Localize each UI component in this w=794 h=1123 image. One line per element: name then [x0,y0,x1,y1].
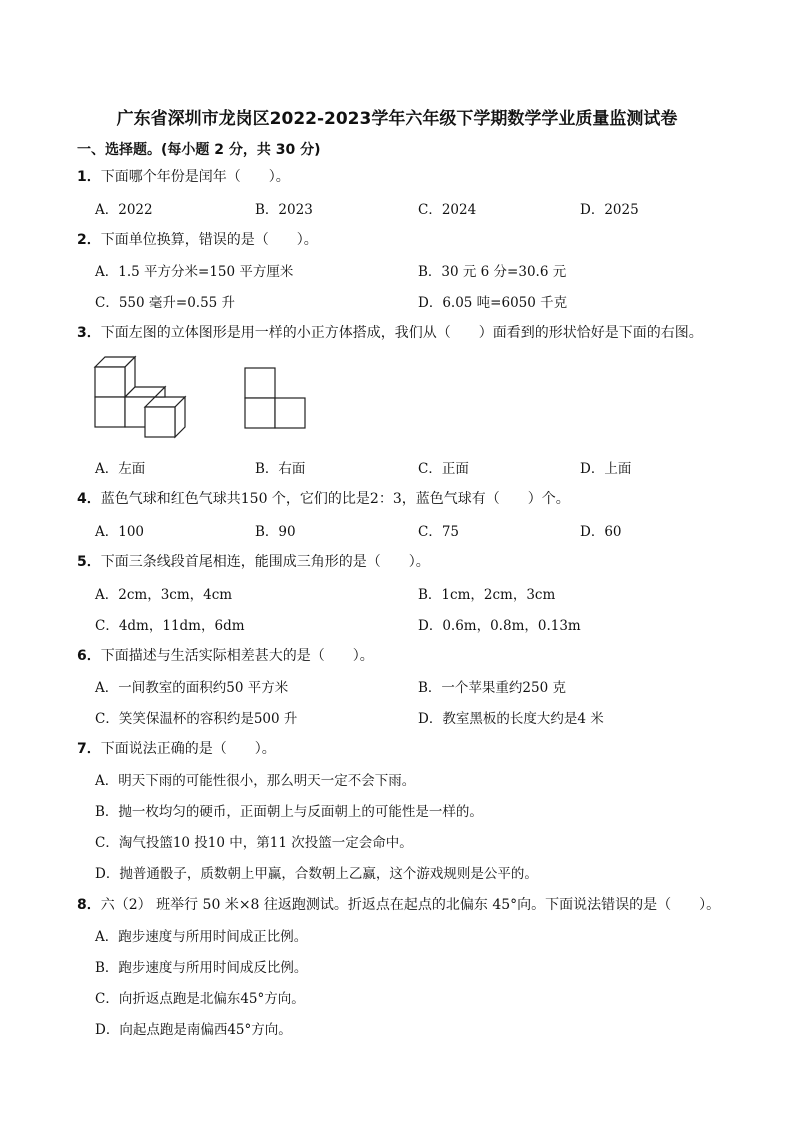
question-8 [77,894,720,914]
option-b: B．1cm，2cm，3cm [418,587,556,603]
question-text: 下面描述与生活实际相差甚大的是（ ）。 [100,648,374,664]
option-c: C．2024 [418,202,477,218]
question-3 [77,322,703,342]
cube-solid-figure [90,352,210,442]
section-heading: 一、选择题。(每小题 2 分，共 30 分) [77,142,321,158]
question-number: 8． [77,897,101,913]
option-a: A．一间教室的面积约50 平方米 [95,680,289,696]
question-text: 下面单位换算，错误的是（ ）。 [100,232,318,248]
option-a: A．2cm，3cm，4cm [95,587,233,603]
option-c: C．淘气投篮10 投10 中，第11 次投篮一定会命中。 [95,835,413,851]
option-d: D．上面 [580,461,632,477]
option-a: A．左面 [95,461,146,477]
option-d: D．教室黑板的长度大约是4 米 [418,711,604,727]
option-b: B．抛一枚均匀的硬币，正面朝上与反面朝上的可能性是一样的。 [95,804,483,820]
option-c: C．75 [418,524,460,540]
exam-title: 广东省深圳市龙岗区2022-2023学年六年级下学期数学学业质量监测试卷 [116,109,678,129]
option-c: C．笑笑保温杯的容积约是500 升 [95,711,298,727]
question-number: 1． [77,169,101,185]
option-b: B．90 [255,524,296,540]
option-c: C．正面 [418,461,469,477]
option-d: D．60 [580,524,622,540]
question-number: 6． [77,648,101,664]
question-text: 下面说法正确的是（ ）。 [100,741,276,757]
option-a: A．2022 [95,202,153,218]
question-5 [77,551,430,571]
view-shape-figure [243,366,313,431]
option-a: A．100 [95,524,145,540]
option-d: D．向起点跑是南偏西45°方向。 [95,1022,292,1038]
question-number: 2． [77,232,101,248]
question-number: 3． [77,325,101,341]
question-number: 4． [77,491,101,507]
question-6 [77,645,374,665]
question-7 [77,738,276,758]
option-b: B．2023 [255,202,313,218]
option-c: C．4dm，11dm，6dm [95,618,245,634]
option-c: C．向折返点跑是北偏东45°方向。 [95,991,305,1007]
question-text: 下面哪个年份是闰年（ ）。 [100,169,290,185]
question-text: 六（2） 班举行 50 米×8 往返跑测试。折返点在起点的北偏东 45°向。下面说法错误的是（ ）。 [100,897,721,913]
option-a: A．1.5 平方分米=150 平方厘米 [95,264,294,280]
option-b: B．右面 [255,461,306,477]
option-a: A．跑步速度与所用时间成正比例。 [95,929,308,945]
question-2 [77,229,318,249]
option-d: D．0.6m，0.8m，0.13m [418,618,581,634]
question-text: 下面左图的立体图形是用一样的小正方体搭成，我们从（ ）面看到的形状恰好是下面的右图。 [100,325,703,341]
option-d: D．抛普通骰子，质数朝上甲赢，合数朝上乙赢，这个游戏规则是公平的。 [95,866,538,882]
question-text: 下面三条线段首尾相连，能围成三角形的是（ ）。 [100,554,430,570]
question-number: 7． [77,741,101,757]
option-a: A．明天下雨的可能性很小，那么明天一定不会下雨。 [95,773,416,789]
question-text: 蓝色气球和红色气球共150 个，它们的比是2：3，蓝色气球有（ ）个。 [100,491,570,507]
question-1 [77,166,290,186]
option-c: C．550 毫升=0.55 升 [95,295,236,311]
question-4 [77,488,570,508]
option-d: D．2025 [580,202,639,218]
option-d: D．6.05 吨=6050 千克 [418,295,568,311]
option-b: B．跑步速度与所用时间成反比例。 [95,960,308,976]
question-number: 5． [77,554,101,570]
option-b: B．一个苹果重约250 克 [418,680,566,696]
option-b: B．30 元 6 分=30.6 元 [418,264,567,280]
